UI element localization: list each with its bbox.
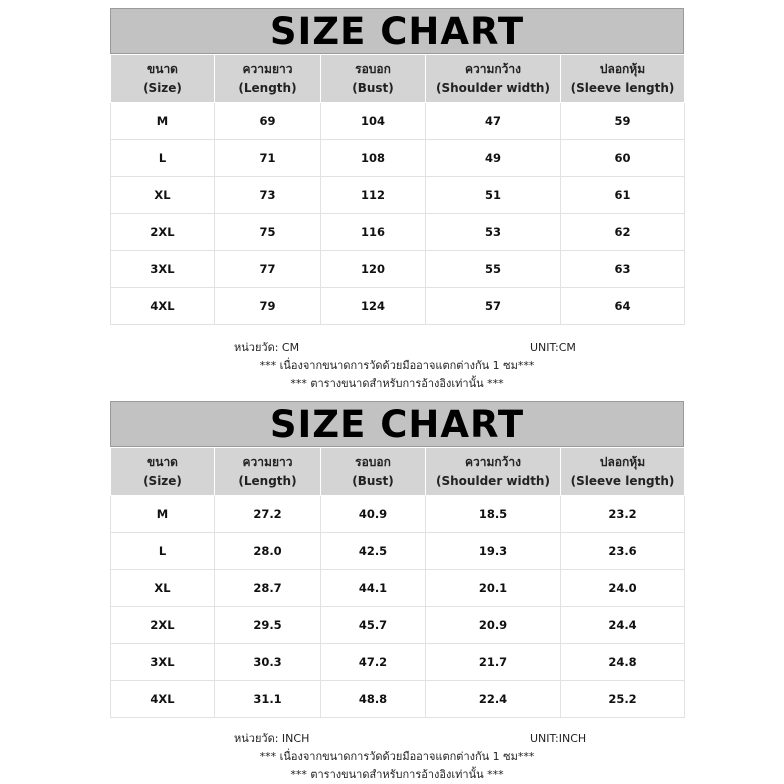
- cell-size: M: [111, 496, 215, 533]
- table-row: [111, 607, 685, 644]
- cell-length: 75: [215, 214, 321, 251]
- cell-size: 2XL: [111, 214, 215, 251]
- reference-note: *** ตารางขนาดสำหรับการอ้างอิงเท่านั้น ***: [290, 768, 504, 781]
- cell-bust: 108: [321, 140, 426, 177]
- cell-shoulder: 20.9: [426, 607, 561, 644]
- table-row: [111, 681, 685, 718]
- cell-bust: 112: [321, 177, 426, 214]
- table-row: [111, 288, 685, 325]
- table-row: [111, 644, 685, 681]
- measurement-note: *** เนื่องจากขนาดการวัดด้วยมืออาจแตกต่างกัน 1 ซม***: [259, 359, 535, 372]
- cell-shoulder: 22.4: [426, 681, 561, 718]
- size-table-inch: [110, 447, 685, 718]
- cell-sleeve: 24.4: [561, 607, 685, 644]
- cell-size: 2XL: [111, 607, 215, 644]
- header-sleeve: ปลอกหุ้ม (Sleeve length): [561, 55, 685, 103]
- table-row: [111, 177, 685, 214]
- cell-bust: 45.7: [321, 607, 426, 644]
- cell-sleeve: 61: [561, 177, 685, 214]
- header-size: ขนาด (Size): [111, 448, 215, 496]
- chart-title: SIZE CHART: [110, 8, 684, 54]
- unit-label-en: UNIT:CM: [530, 341, 576, 354]
- cell-bust: 44.1: [321, 570, 426, 607]
- table-row: [111, 214, 685, 251]
- notes-cm: [110, 339, 684, 393]
- header-length: ความยาว (Length): [215, 55, 321, 103]
- cell-size: 3XL: [111, 644, 215, 681]
- cell-shoulder: 20.1: [426, 570, 561, 607]
- cell-sleeve: 60: [561, 140, 685, 177]
- cell-length: 77: [215, 251, 321, 288]
- cell-bust: 47.2: [321, 644, 426, 681]
- notes-inch: [110, 730, 684, 784]
- table-row: [111, 140, 685, 177]
- header-length: ความยาว (Length): [215, 448, 321, 496]
- cell-sleeve: 59: [561, 103, 685, 140]
- header-sleeve: ปลอกหุ้ม (Sleeve length): [561, 448, 685, 496]
- cell-shoulder: 19.3: [426, 533, 561, 570]
- cell-shoulder: 57: [426, 288, 561, 325]
- cell-length: 30.3: [215, 644, 321, 681]
- table-header-row: [111, 55, 685, 103]
- cell-sleeve: 64: [561, 288, 685, 325]
- header-shoulder: ความกว้าง (Shoulder width): [426, 448, 561, 496]
- table-row: [111, 103, 685, 140]
- size-chart-cm: [110, 8, 684, 325]
- cell-shoulder: 51: [426, 177, 561, 214]
- table-row: [111, 496, 685, 533]
- cell-sleeve: 62: [561, 214, 685, 251]
- table-row: [111, 570, 685, 607]
- cell-size: XL: [111, 177, 215, 214]
- cell-bust: 120: [321, 251, 426, 288]
- cell-shoulder: 18.5: [426, 496, 561, 533]
- cell-bust: 104: [321, 103, 426, 140]
- cell-length: 28.0: [215, 533, 321, 570]
- cell-size: 3XL: [111, 251, 215, 288]
- cell-size: L: [111, 140, 215, 177]
- cell-sleeve: 63: [561, 251, 685, 288]
- cell-length: 71: [215, 140, 321, 177]
- header-shoulder: ความกว้าง (Shoulder width): [426, 55, 561, 103]
- cell-sleeve: 23.6: [561, 533, 685, 570]
- header-bust: รอบอก (Bust): [321, 55, 426, 103]
- unit-line: [110, 339, 684, 357]
- cell-bust: 48.8: [321, 681, 426, 718]
- cell-length: 27.2: [215, 496, 321, 533]
- cell-shoulder: 53: [426, 214, 561, 251]
- cell-sleeve: 25.2: [561, 681, 685, 718]
- unit-label-en: UNIT:INCH: [530, 732, 587, 745]
- cell-sleeve: 23.2: [561, 496, 685, 533]
- cell-shoulder: 47: [426, 103, 561, 140]
- cell-size: L: [111, 533, 215, 570]
- cell-bust: 116: [321, 214, 426, 251]
- measurement-note: *** เนื่องจากขนาดการวัดด้วยมืออาจแตกต่างกัน 1 ซม***: [259, 750, 535, 763]
- size-table-cm: [110, 54, 685, 325]
- table-row: [111, 533, 685, 570]
- unit-label-th: หน่วยวัด: CM: [234, 341, 300, 354]
- cell-length: 69: [215, 103, 321, 140]
- cell-shoulder: 55: [426, 251, 561, 288]
- cell-length: 31.1: [215, 681, 321, 718]
- table-header-row: [111, 448, 685, 496]
- cell-shoulder: 21.7: [426, 644, 561, 681]
- cell-sleeve: 24.0: [561, 570, 685, 607]
- unit-line: [110, 730, 684, 748]
- cell-size: XL: [111, 570, 215, 607]
- cell-sleeve: 24.8: [561, 644, 685, 681]
- cell-length: 28.7: [215, 570, 321, 607]
- cell-length: 79: [215, 288, 321, 325]
- header-size: ขนาด (Size): [111, 55, 215, 103]
- chart-title: SIZE CHART: [110, 401, 684, 447]
- cell-size: M: [111, 103, 215, 140]
- reference-note: *** ตารางขนาดสำหรับการอ้างอิงเท่านั้น ***: [290, 377, 504, 390]
- cell-size: 4XL: [111, 681, 215, 718]
- table-row: [111, 251, 685, 288]
- cell-bust: 124: [321, 288, 426, 325]
- header-bust: รอบอก (Bust): [321, 448, 426, 496]
- size-chart-inch: [110, 401, 684, 718]
- cell-shoulder: 49: [426, 140, 561, 177]
- cell-bust: 40.9: [321, 496, 426, 533]
- cell-length: 29.5: [215, 607, 321, 644]
- cell-bust: 42.5: [321, 533, 426, 570]
- cell-length: 73: [215, 177, 321, 214]
- unit-label-th: หน่วยวัด: INCH: [234, 732, 310, 745]
- cell-size: 4XL: [111, 288, 215, 325]
